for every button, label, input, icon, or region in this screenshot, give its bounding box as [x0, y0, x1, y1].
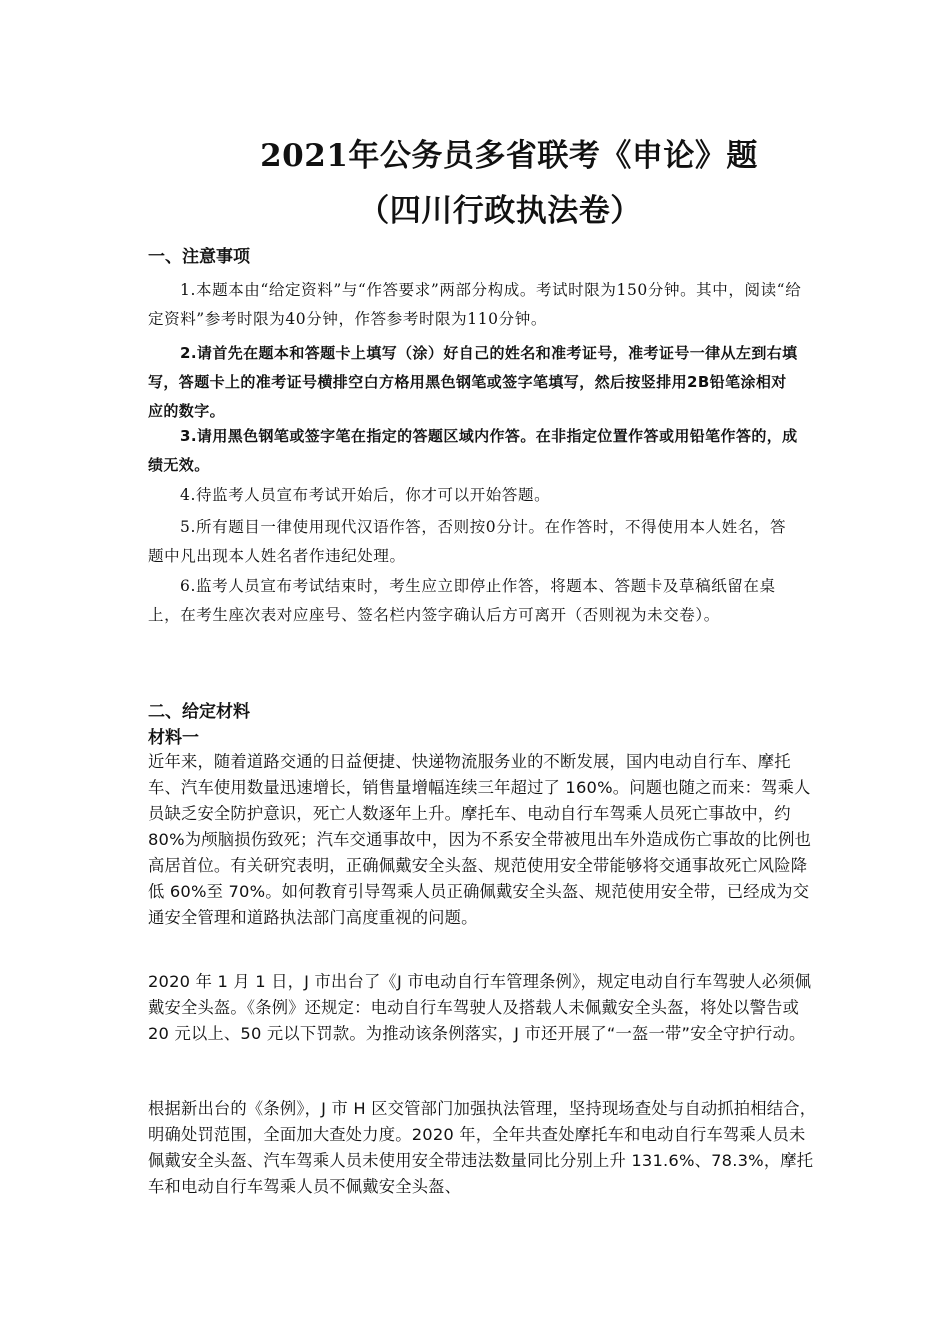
material-1-title: 材料一 [148, 728, 199, 748]
document-title: 2021年公务员多省联考《申论》题 [260, 138, 758, 174]
document-subtitle: （四川行政执法卷） [358, 193, 642, 229]
notice-item-2: 2.请首先在题本和答题卡上填写（涂）好自己的姓名和准考证号，准考证号一律从左到右填写，答题卡上的准考证号横排空白方格用黑色钢笔或签字笔填写，然后按竖排用2B铅笔涂相对应的数字。 [148, 344, 798, 420]
notice-item-4: 4.待监考人员宣布考试开始后，你才可以开始答题。 [180, 486, 551, 504]
material-1-paragraph-1: 近年来，随着道路交通的日益便捷、快递物流服务业的不断发展，国内电动自行车、摩托车、汽车使用数量迅速增长，销售量增幅连续三年超过了 160%。问题也随之而来：驾乘人员缺乏安全防护意识，死亡人数逐年上升。摩托车、电动自行车驾乘人员死亡事故中，约 80%为颅脑损伤致死；汽车交通事故中，因为不系安全带被甩出车外造成伤亡事故的比例也高居首位。有关研究表明，正确佩戴安全头盔、规范使用安全带能够将交通事故死亡风险降低 60%至 70%。如何教育引导驾乘人员正确佩戴安全头盔、规范使用安全带，已经成为交通安全管理和道路执法部门高度重视的问题。 [148, 752, 812, 927]
material-1-paragraph-2: 2020 年 1 月 1 日，J 市出台了《J 市电动自行车管理条例》，规定电动自行车驾驶人必须佩戴安全头盔。《条例》还规定：电动自行车驾驶人及搭载人未佩戴安全头盔，将处以警告或 20 元以上、50 元以下罚款。为推动该条例落实，J 市还开展了“一盔一带”安全守护行动。 [148, 972, 812, 1043]
notice-heading: 一、注意事项 [148, 247, 250, 267]
notice-item-1: 1.本题本由“给定资料”与“作答要求”两部分构成。考试时限为150分钟。其中，阅读“给定资料”参考时限为40分钟，作答参考时限为110分钟。 [148, 281, 802, 328]
notice-item-6: 6.监考人员宣布考试结束时，考生应立即停止作答，将题本、答题卡及草稿纸留在桌上，在考生座次表对应座号、签名栏内签字确认后方可离开（否则视为未交卷）。 [148, 577, 776, 624]
material-1-paragraph-3: 根据新出台的《条例》，J 市 H 区交管部门加强执法管理，坚持现场查处与自动抓拍相结合，明确处罚范围，全面加大查处力度。2020 年，全年共查处摩托车和电动自行车驾乘人员未佩戴安全头盔、汽车驾乘人员未使用安全带违法数量同比分别上升 131.6%、78.3%，摩托车和电动自行车驾乘人员不佩戴安全头盔、 [148, 1099, 817, 1196]
notice-item-3: 3.请用黑色钢笔或签字笔在指定的答题区域内作答。在非指定位置作答或用铅笔作答的，成绩无效。 [148, 427, 798, 474]
materials-heading: 二、给定材料 [148, 702, 250, 722]
notice-item-5: 5.所有题目一律使用现代汉语作答，否则按0分计。在作答时，不得使用本人姓名，答题中凡出现本人姓名者作违纪处理。 [148, 518, 787, 565]
